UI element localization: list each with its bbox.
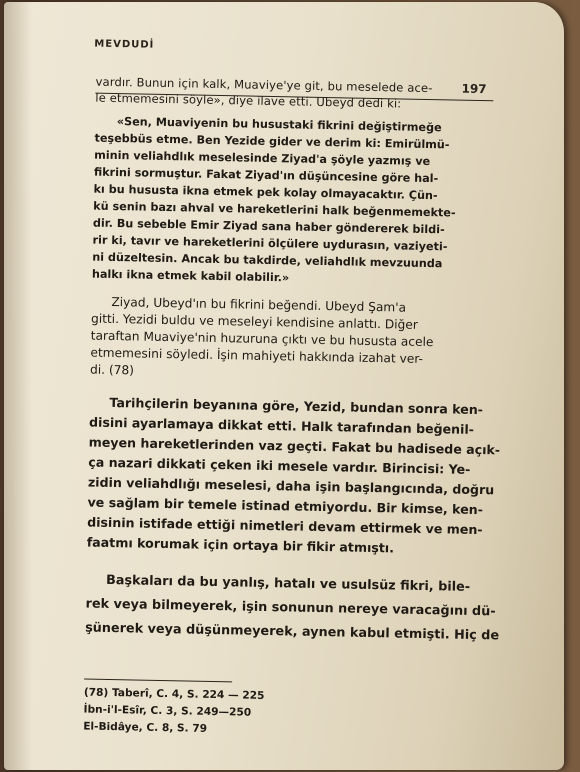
- paragraph-line: faatmı korumak için ortaya bir fikir atmıştı.: [86, 534, 395, 556]
- paragraph-line: zidin veliahdlığı meselesi, daha işin başlangıcında, doğru: [87, 474, 495, 498]
- paragraph-line: Tarihçilerin beyanına göre, Yezid, bundan sonra ken-: [109, 394, 484, 418]
- page-content: [4, 2, 564, 770]
- footnote-rule: [84, 679, 232, 683]
- paragraph-line: rek veya bilmeyerek, işin sonunun nereye varacağını dü-: [85, 596, 496, 620]
- footnote: İbn-i'l-Esîr, C. 3, S. 249—250: [83, 703, 252, 719]
- quote-line: halkı ikna etmek kabil olabilir.»: [91, 267, 290, 285]
- paragraph-line: Ziyad, Ubeyd'ın bu fikrini beğendi. Ubeyd Şam'a: [111, 294, 407, 315]
- text-line: le etmemesini söyle», diye ilave etti. Ubeyd dedi ki:: [95, 90, 402, 111]
- paragraph-line: şünerek veya düşünmeyerek, aynen kabul etmişti. Hiç de: [84, 620, 500, 644]
- quote-line: minin veliahdlık meselesinde Ziyad'a şöyle yazmış ve: [94, 148, 431, 169]
- paragraph-line: di. (78): [89, 362, 135, 378]
- quote-line: kü senin bazı ahval ve hareketlerini halk beğenmemekte-: [93, 199, 456, 220]
- book-page: [4, 2, 564, 770]
- paragraph-line: gitti. Yezidi buldu ve meseleyi kendisine anlattı. Diğer: [90, 311, 418, 332]
- quote-line: fikrini sormuştur. Fakat Ziyad'ın düşüncesine göre hal-: [93, 165, 439, 186]
- paragraph-line: disinin istifade ettiği nimetleri devam ettirmek ve men-: [87, 514, 483, 538]
- quote-line: ni düzeltesin. Ancak bu takdirde, veliahdlık mevzuunda: [92, 250, 443, 271]
- quote-line: dir. Bu sebeble Emir Ziyad sana haber göndererek bildi-: [92, 216, 445, 237]
- quote-line: kı bu hususta ikna etmek pek kolay olmayacaktır. Çün-: [93, 182, 438, 203]
- quote-line: teşebbüs etme. Ben Yezide gider ve derim ki: Emirülmü-: [94, 131, 450, 152]
- text-line: vardır. Bunun için kalk, Muaviye'ye git, bu meselede ace-: [95, 74, 433, 96]
- paragraph-line: etmemesini söyledi. İşin mahiyeti hakkında izahat ver-: [90, 345, 424, 366]
- quote-line: «Sen, Muaviyenin bu husustaki fikrini değiştirmeğe: [116, 115, 442, 135]
- paragraph-line: Başkaları da bu yanlış, hatalı ve usulsüz fikri, bile-: [105, 572, 471, 595]
- paragraph-line: ve sağlam bir temele istinad etmiyordu. Bir kimse, ken-: [87, 494, 484, 518]
- running-head: MEVDUDİ: [94, 38, 155, 51]
- quote-line: rir ki, tavır ve hareketlerini ölçülere uydurasın, vaziyeti-: [92, 233, 448, 254]
- footnote: El-Bidâye, C. 8, S. 79: [83, 720, 208, 735]
- paragraph-line: disini ayarlamaya dikkat etti. Halk tarafından beğenil-: [88, 414, 475, 437]
- paragraph-line: meyen hareketlerinden vaz geçti. Fakat bu hadisede açık-: [88, 434, 501, 458]
- page-number: 197: [461, 81, 487, 97]
- paragraph-line: ça nazari dikkati çeken iki mesele vardır. Birincisi: Ye-: [88, 454, 471, 477]
- paragraph-line: taraftan Muaviye'nin huzuruna çıktı ve bu hususta acele: [90, 328, 434, 350]
- footnote: (78) Taberî, C. 4, S. 224 — 225: [83, 686, 265, 702]
